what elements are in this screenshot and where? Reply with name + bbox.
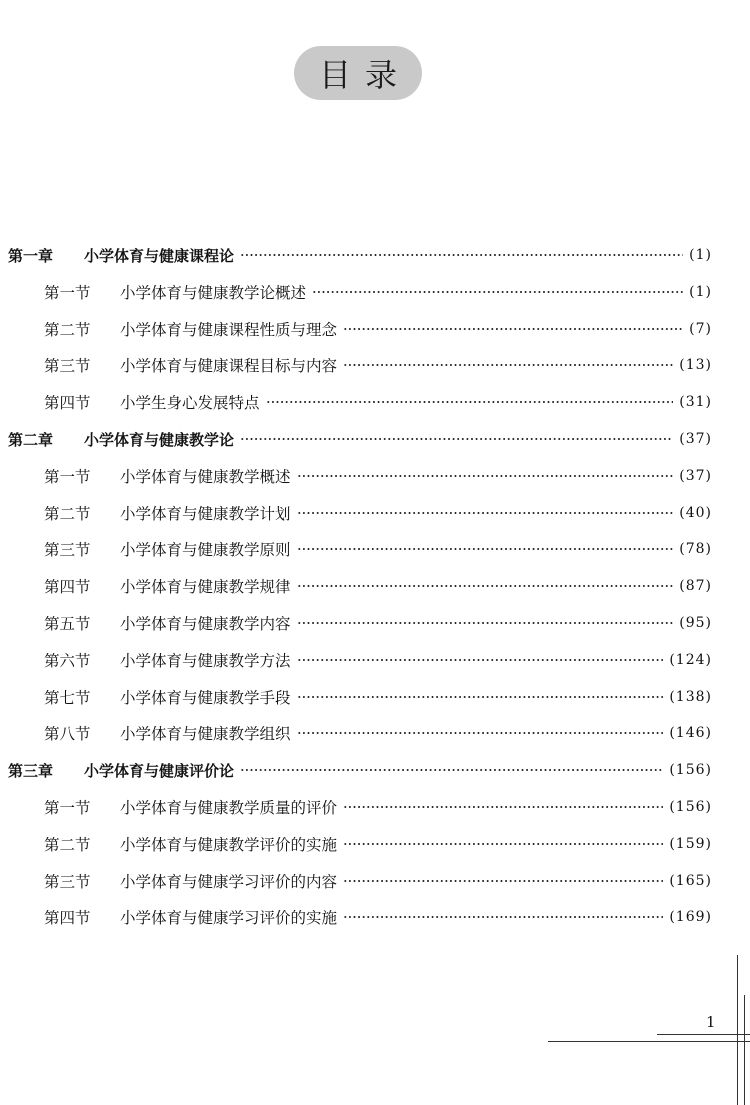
toc-entry-page: (7) [689, 320, 712, 337]
toc-entry-title: 小学体育与健康教学论概述 [120, 283, 307, 302]
toc-entry-page: (40) [679, 504, 712, 521]
toc-section-entry [44, 537, 712, 561]
toc-dot-leader [297, 659, 664, 661]
toc-section-entry [44, 501, 712, 525]
toc-dot-leader [312, 291, 683, 293]
toc-entry-page: (87) [679, 578, 712, 595]
corner-line-vertical-inner [744, 995, 745, 1105]
toc-dot-leader [266, 401, 674, 403]
toc-entry-page: (156) [669, 799, 712, 815]
toc-section-entry [44, 390, 712, 414]
toc-entry-number: 第八节 [44, 725, 91, 744]
toc-entry-number: 第二节 [44, 835, 91, 854]
toc-entry-page: (165) [669, 872, 712, 889]
toc-entry-page: (95) [679, 615, 712, 631]
toc-entry-page: (138) [669, 688, 712, 705]
toc-entry-title: 小学体育与健康教学计划 [120, 504, 291, 523]
toc-dot-leader [240, 769, 663, 771]
toc-entry-number: 第四节 [44, 578, 91, 597]
toc-entry-title: 小学体育与健康教学概述 [120, 467, 291, 486]
toc-entry-title: 小学体育与健康教学原则 [120, 541, 291, 560]
toc-entry-number: 第四节 [44, 394, 91, 413]
toc-entry-title: 小学体育与健康课程论 [84, 246, 235, 265]
toc-entry-number: 第三节 [44, 872, 91, 891]
toc-chapter-entry [8, 243, 712, 267]
toc-entry-page: (146) [669, 725, 712, 742]
toc-section-entry [44, 464, 712, 488]
toc-entry-page: (37) [679, 431, 712, 447]
toc-entry-title: 小学体育与健康教学方法 [120, 651, 291, 670]
toc-entry-title: 小学体育与健康教学手段 [120, 688, 291, 707]
toc-entry-number: 第三节 [44, 357, 91, 376]
toc-entry-title: 小学体育与健康评价论 [84, 761, 235, 780]
toc-section-entry [44, 353, 712, 377]
corner-line-vertical-outer [737, 955, 738, 1105]
toc-entry-title: 小学体育与健康学习评价的内容 [120, 872, 338, 891]
corner-line-horizontal-lower [548, 1041, 750, 1042]
toc-entry-number: 第七节 [44, 688, 91, 707]
toc-section-entry [44, 280, 712, 304]
toc-entry-page: (1) [689, 283, 712, 300]
toc-entry-title: 小学体育与健康课程目标与内容 [120, 357, 338, 376]
toc-dot-leader [297, 548, 674, 550]
toc-section-entry [44, 317, 712, 341]
toc-entry-page: (124) [669, 651, 712, 668]
toc-entry-page: (37) [679, 467, 712, 484]
toc-section-entry [44, 611, 712, 635]
toc-dot-leader [343, 806, 663, 808]
toc-section-entry [44, 905, 712, 929]
toc-entry-title: 小学体育与健康教学评价的实施 [120, 835, 338, 854]
toc-entry-number: 第一节 [44, 467, 91, 486]
toc-entry-number: 第六节 [44, 651, 91, 670]
toc-dot-leader [297, 475, 674, 477]
toc-entry-page: (156) [669, 762, 712, 779]
toc-dot-leader [343, 843, 663, 845]
toc-title: 目录 [294, 46, 422, 100]
toc-section-entry [44, 685, 712, 709]
toc-dot-leader [297, 512, 674, 514]
corner-line-horizontal-upper [657, 1034, 750, 1035]
toc-dot-leader [240, 438, 673, 440]
toc-entry-title: 小学体育与健康教学质量的评价 [120, 799, 338, 817]
toc-entry-number: 第一章 [8, 246, 54, 265]
toc-section-entry [44, 869, 712, 893]
toc-section-entry [44, 721, 712, 745]
toc-dot-leader [297, 732, 664, 734]
toc-entry-title: 小学体育与健康学习评价的实施 [120, 909, 338, 928]
toc-dot-leader [297, 585, 674, 587]
toc-entry-page: (1) [689, 247, 712, 263]
toc-entry-page: (13) [679, 357, 712, 374]
toc-dot-leader [343, 916, 663, 918]
toc-entry-title: 小学体育与健康教学组织 [120, 725, 291, 744]
toc-dot-leader [343, 880, 663, 882]
toc-chapter-entry [8, 427, 712, 451]
toc-entry-page: (78) [679, 541, 712, 558]
toc-dot-leader [343, 364, 673, 366]
toc-entry-number: 第一节 [44, 283, 91, 302]
toc-entry-title: 小学体育与健康教学规律 [120, 578, 291, 597]
page-number: 1 [706, 1013, 716, 1031]
toc-dot-leader [240, 254, 683, 256]
toc-entry-number: 第三章 [8, 761, 54, 780]
toc-entry-number: 第四节 [44, 909, 91, 928]
toc-section-entry [44, 648, 712, 672]
toc-section-entry [44, 574, 712, 598]
toc-entry-title: 小学生身心发展特点 [120, 394, 260, 413]
toc-entry-number: 第三节 [44, 541, 91, 560]
toc-dot-leader [297, 696, 664, 698]
toc-entry-page: (169) [669, 909, 712, 926]
toc-entry-title: 小学体育与健康教学论 [84, 430, 235, 449]
toc-entry-page: (159) [669, 835, 712, 852]
toc-entry-number: 第二节 [44, 504, 91, 523]
toc-chapter-entry [8, 758, 712, 782]
toc-entry-number: 第五节 [44, 615, 91, 633]
toc-entry-title: 小学体育与健康课程性质与理念 [120, 320, 338, 339]
toc-entry-title: 小学体育与健康教学内容 [120, 615, 291, 633]
toc-entry-page: (31) [679, 394, 712, 411]
toc-entry-number: 第二节 [44, 320, 91, 339]
toc-dot-leader [297, 622, 674, 624]
toc-section-entry [44, 832, 712, 856]
toc-dot-leader [343, 328, 683, 330]
toc-entry-number: 第一节 [44, 799, 91, 817]
toc-entry-number: 第二章 [8, 430, 54, 449]
toc-section-entry [44, 795, 712, 819]
